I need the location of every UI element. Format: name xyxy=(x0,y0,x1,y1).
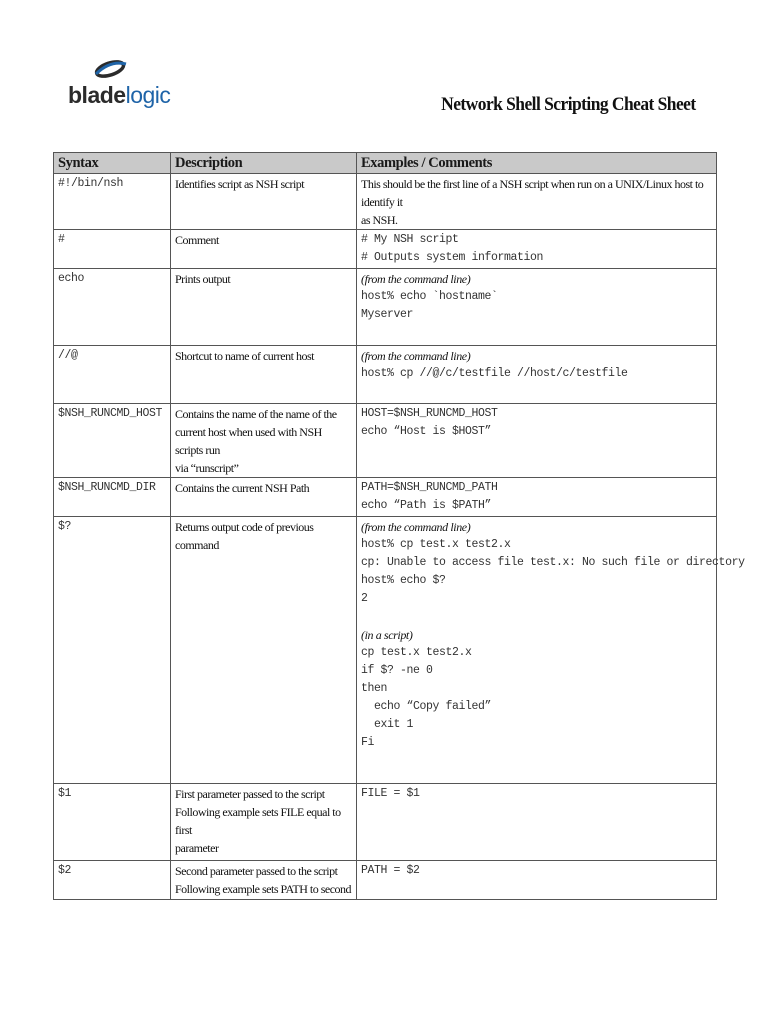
example-code-line: host% cp //@/c/testfile //host/c/testfile xyxy=(361,367,628,380)
examples-cell xyxy=(357,784,717,861)
examples-cell xyxy=(357,478,717,517)
header-examples: Examples / Comments xyxy=(357,153,717,174)
table-row xyxy=(54,784,717,861)
description-line: Shortcut to name of current host xyxy=(175,349,314,363)
example-code-line: Myserver xyxy=(361,308,414,321)
syntax-cell xyxy=(54,346,171,404)
table-row xyxy=(54,517,717,784)
description-line: Comment xyxy=(175,233,219,247)
example-code-line: cp: Unable to access file test.x: No such file or directory xyxy=(361,556,745,569)
table-header-row xyxy=(54,153,717,174)
example-text: This should be the first line of a NSH script when run on a UNIX/Linux host to identify it xyxy=(361,177,704,209)
header-syntax: Syntax xyxy=(54,153,171,174)
description-cell xyxy=(171,230,357,269)
syntax-cell xyxy=(54,174,171,230)
example-code-line: PATH = $2 xyxy=(361,864,420,877)
header-description: Description xyxy=(171,153,357,174)
example-context-label: (from the command line) xyxy=(361,349,471,363)
example-code-line: # Outputs system information xyxy=(361,251,544,264)
description-cell xyxy=(171,346,357,404)
example-context-label: (in a script) xyxy=(361,628,413,642)
examples-cell xyxy=(357,230,717,269)
syntax-cell xyxy=(54,269,171,346)
description-cell xyxy=(171,861,357,900)
examples-cell xyxy=(357,346,717,404)
syntax-text: $1 xyxy=(58,787,72,800)
document-title: Network Shell Scripting Cheat Sheet xyxy=(441,94,696,115)
description-line: First parameter passed to the script xyxy=(175,787,325,801)
description-cell xyxy=(171,517,357,784)
description-line: Following example sets FILE equal to first xyxy=(175,805,341,837)
swoosh-icon xyxy=(88,56,132,82)
table-row xyxy=(54,174,717,230)
syntax-text: //@ xyxy=(58,349,78,362)
syntax-cell xyxy=(54,517,171,784)
description-line: Identifies script as NSH script xyxy=(175,177,305,191)
description-line: Contains the current NSH Path xyxy=(175,481,310,495)
syntax-text: $2 xyxy=(58,864,72,877)
examples-cell xyxy=(357,861,717,900)
example-context-label: (from the command line) xyxy=(361,520,471,534)
example-code-line: then xyxy=(361,682,388,695)
example-code-line: # My NSH script xyxy=(361,233,459,246)
example-code-line: exit 1 xyxy=(361,718,414,731)
description-line: Second parameter passed to the script xyxy=(175,864,338,878)
example-context-label: (from the command line) xyxy=(361,272,471,286)
examples-cell xyxy=(357,517,745,784)
syntax-cell xyxy=(54,404,171,478)
example-code-line: HOST=$NSH_RUNCMD_HOST xyxy=(361,407,498,420)
description-cell xyxy=(171,174,357,230)
description-line: parameter xyxy=(175,841,219,855)
syntax-text: $? xyxy=(58,520,72,533)
table-row xyxy=(54,230,717,269)
example-code-line: if $? -ne 0 xyxy=(361,664,433,677)
description-cell xyxy=(171,404,357,478)
syntax-cell xyxy=(54,478,171,517)
description-line: Contains the name of the name of the xyxy=(175,407,337,421)
syntax-text: # xyxy=(58,233,65,246)
bladelogic-logo xyxy=(68,56,178,118)
examples-cell xyxy=(357,174,717,230)
table-row xyxy=(54,404,717,478)
example-code-line: echo “Host is $HOST” xyxy=(361,425,492,438)
example-code-line: echo “Path is $PATH” xyxy=(361,499,492,512)
syntax-text: $NSH_RUNCMD_HOST xyxy=(58,407,163,420)
description-cell xyxy=(171,784,357,861)
description-cell xyxy=(171,478,357,517)
brand-name: bladelogic xyxy=(68,82,171,108)
syntax-cell xyxy=(54,230,171,269)
table-row xyxy=(54,861,717,900)
syntax-text: #!/bin/nsh xyxy=(58,177,124,190)
examples-cell xyxy=(357,404,717,478)
description-line: via “runscript” xyxy=(175,461,239,475)
example-code-line: 2 xyxy=(361,592,368,605)
syntax-cell xyxy=(54,784,171,861)
cheat-sheet-table xyxy=(53,152,745,900)
table-row xyxy=(54,346,717,404)
description-cell xyxy=(171,269,357,346)
example-code-line: cp test.x test2.x xyxy=(361,646,472,659)
example-code-line: Fi xyxy=(361,736,375,749)
example-text xyxy=(361,608,712,626)
example-code-line: PATH=$NSH_RUNCMD_PATH xyxy=(361,481,498,494)
syntax-cell xyxy=(54,861,171,900)
table-row xyxy=(54,478,717,517)
syntax-text: $NSH_RUNCMD_DIR xyxy=(58,481,156,494)
examples-cell xyxy=(357,269,717,346)
example-code-line: echo “Copy failed” xyxy=(361,700,492,713)
table-row xyxy=(54,269,717,346)
description-line: Following example sets PATH to second xyxy=(175,882,352,896)
example-code-line: host% cp test.x test2.x xyxy=(361,538,511,551)
example-text: as NSH. xyxy=(361,213,398,227)
example-code-line: host% echo $? xyxy=(361,574,446,587)
description-line: current host when used with NSH scripts run xyxy=(175,425,322,457)
syntax-text: echo xyxy=(58,272,85,285)
description-line: Returns output code of previous command xyxy=(175,520,314,552)
example-code-line: FILE = $1 xyxy=(361,787,420,800)
example-code-line: host% echo `hostname` xyxy=(361,290,498,303)
description-line: Prints output xyxy=(175,272,231,286)
